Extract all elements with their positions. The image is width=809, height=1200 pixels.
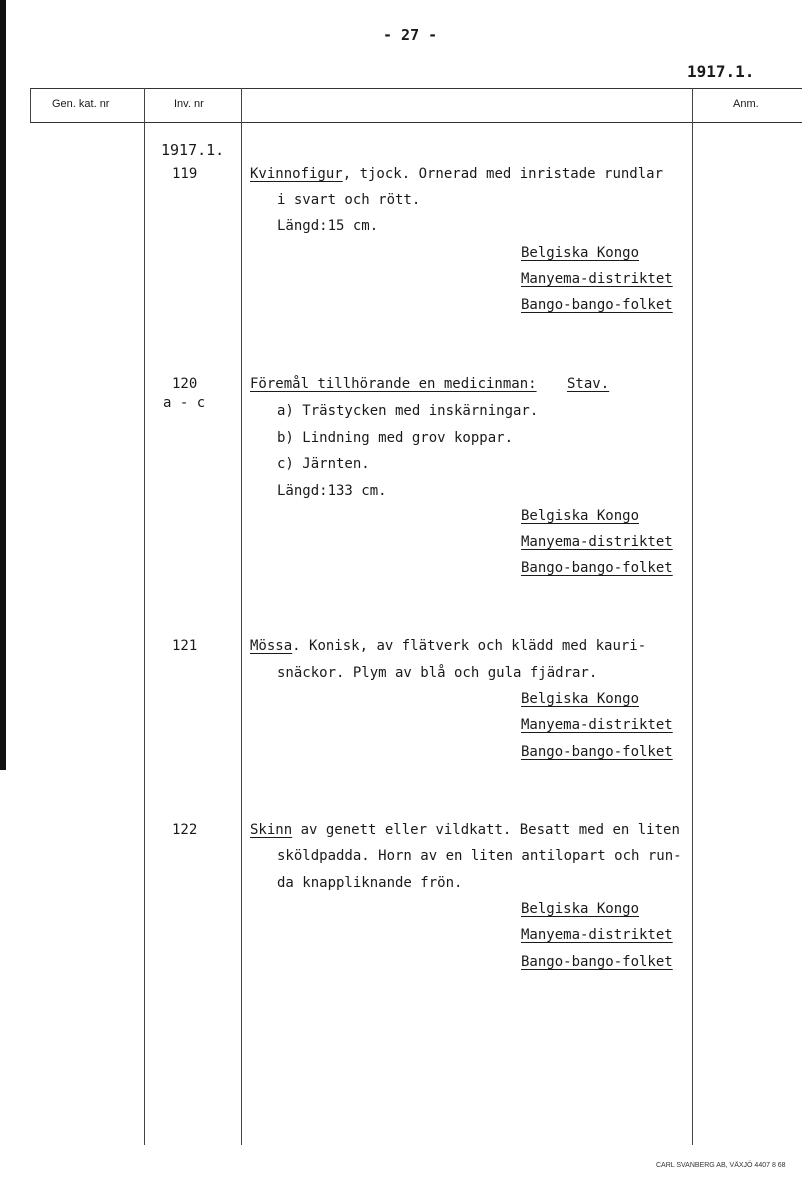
inventory-number: 121: [172, 638, 198, 654]
location-country: Belgiska Kongo: [521, 508, 640, 524]
column-header-anm: Anm.: [733, 98, 759, 110]
entry-line: b) Lindning med grov koppar.: [277, 430, 514, 446]
printer-imprint: CARL SVANBERG AB, VÄXJÖ 4407 8 68: [656, 1162, 786, 1169]
entry-description: Kvinnofigur, tjock. Ornerad med inristade rundlar: [250, 166, 664, 182]
binding-edge: [0, 0, 6, 770]
inventory-number: 120: [172, 376, 198, 392]
entry-line: Längd:15 cm.: [277, 218, 379, 234]
entry-line: av genett eller vildkatt. Besatt med en liten: [300, 822, 680, 838]
location-people: Bango-bango-folket: [521, 954, 673, 970]
column-header-gen-kat: Gen. kat. nr: [52, 98, 110, 110]
column-divider-1: [30, 88, 31, 122]
location-people: Bango-bango-folket: [521, 560, 673, 576]
entry-line: Konisk, av flätverk och klädd med kauri-: [309, 638, 647, 654]
column-divider-4: [692, 88, 693, 1145]
inventory-number: 119: [172, 166, 198, 182]
location-district: Manyema-distriktet: [521, 534, 673, 550]
table-header-rule: [30, 122, 802, 123]
entry-line: sköldpadda. Horn av en liten antilopart och run-: [277, 848, 682, 864]
entry-title: Föremål tillhörande en medicinman:: [250, 376, 537, 392]
table-top-rule: [30, 88, 802, 89]
entry-description: [250, 822, 680, 838]
entry-line: c) Järnten.: [277, 456, 370, 472]
entry-title-suffix: Stav.: [567, 376, 610, 392]
location-country: Belgiska Kongo: [521, 901, 640, 917]
entry-description: Mössa. Konisk, av flätverk och klädd med kauri-: [250, 638, 647, 654]
entry-title: Skinn: [250, 822, 293, 838]
entry-line: a) Trästycken med inskärningar.: [277, 403, 539, 419]
column-divider-2: [144, 88, 145, 1145]
location-people: Bango-bango-folket: [521, 744, 673, 760]
column-header-inv: Inv. nr: [174, 98, 204, 110]
entry-line: i svart och rött.: [277, 192, 421, 208]
entry-line: Längd:133 cm.: [277, 483, 387, 499]
location-district: Manyema-distriktet: [521, 271, 673, 287]
inventory-subnumber: a - c: [163, 395, 206, 411]
location-country: Belgiska Kongo: [521, 691, 640, 707]
location-district: Manyema-distriktet: [521, 927, 673, 943]
entry-line: da knappliknande frön.: [277, 875, 463, 891]
page-number: - 27 -: [383, 26, 438, 44]
column-divider-3: [241, 88, 242, 1145]
inventory-number: 122: [172, 822, 198, 838]
location-people: Bango-bango-folket: [521, 297, 673, 313]
entry-title: Mössa: [250, 638, 293, 654]
location-country: Belgiska Kongo: [521, 245, 640, 261]
location-district: Manyema-distriktet: [521, 717, 673, 733]
year-label: 1917.1.: [161, 141, 225, 159]
entry-title: Kvinnofigur: [250, 166, 343, 182]
entry-line: tjock. Ornerad med inristade rundlar: [359, 166, 664, 182]
entry-line: snäckor. Plym av blå och gula fjädrar.: [277, 665, 598, 681]
header-tag: 1917.1.: [687, 62, 755, 81]
